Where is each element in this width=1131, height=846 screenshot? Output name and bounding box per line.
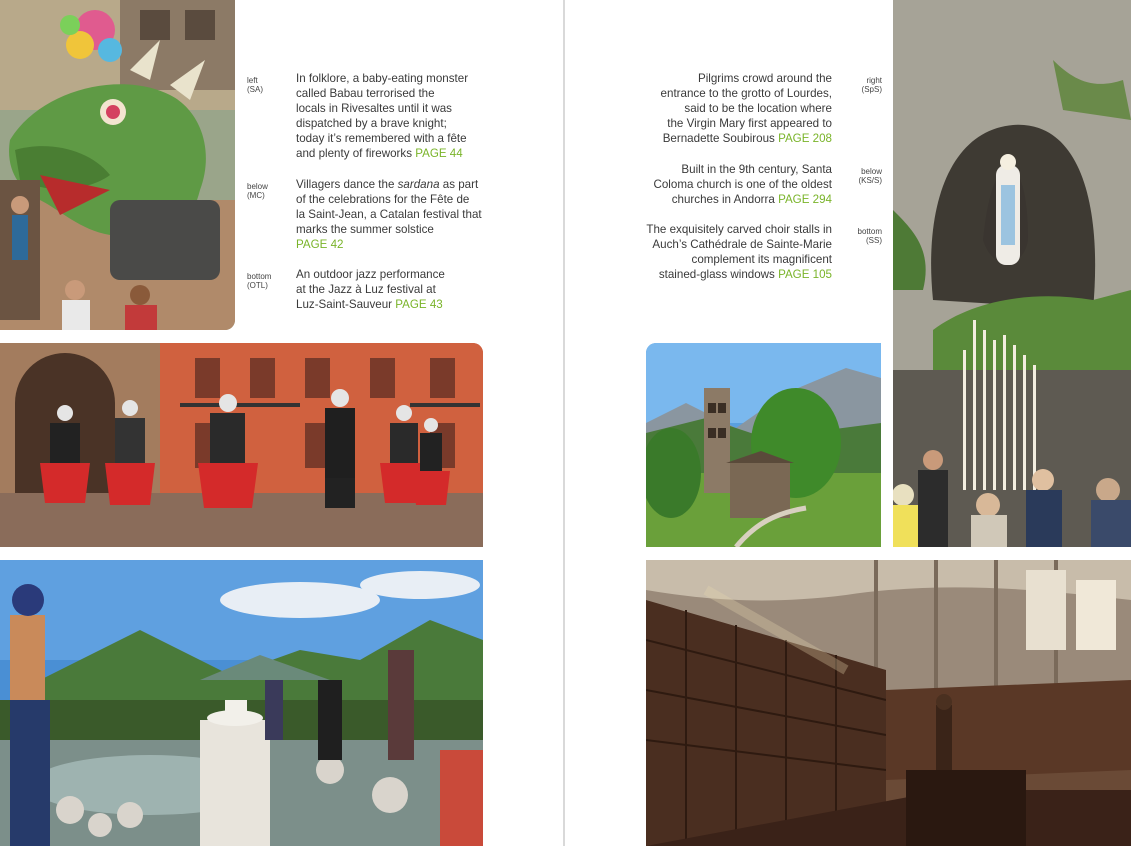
page-reference-link[interactable]: PAGE 43	[395, 298, 443, 311]
caption-line	[632, 192, 832, 207]
caption-line	[296, 146, 486, 161]
caption-line	[296, 237, 491, 252]
caption-line: entrance to the grotto of Lourdes,	[660, 87, 832, 100]
caption-line: called Babau terrorised the	[296, 87, 435, 100]
page-gutter	[563, 0, 565, 846]
caption-line-text: churches in Andorra	[671, 193, 775, 206]
caption-tag-position: left	[247, 76, 258, 85]
caption-auch	[622, 222, 832, 282]
page-reference-link[interactable]: PAGE 105	[778, 268, 832, 281]
caption-santa-coloma	[632, 162, 832, 207]
page-reference-link[interactable]: PAGE 42	[296, 238, 344, 251]
caption-tag-below	[842, 167, 882, 185]
caption-line: Built in the 9th century, Santa	[681, 163, 832, 176]
caption-line: of the celebrations for the Fête de	[296, 193, 470, 206]
caption-line-text: today it’s remembered with a fête	[296, 132, 467, 145]
caption-line: An outdoor jazz performance	[296, 268, 445, 281]
caption-line-text: Luz-Saint-Sauveur	[296, 298, 393, 311]
caption-tag-position: below	[247, 182, 268, 191]
page-reference-link[interactable]: PAGE 44	[415, 147, 463, 160]
caption-italic-term: sardana	[397, 178, 440, 191]
caption-line: Pilgrims crowd around the	[697, 72, 832, 85]
caption-tag-left	[247, 76, 263, 94]
caption-line: The exquisitely carved choir stalls in	[646, 223, 832, 236]
caption-tag-below	[247, 182, 268, 200]
caption-line: at the Jazz à Luz festival at	[296, 283, 436, 296]
caption-tag-position: bottom	[857, 227, 882, 236]
caption-tag-credit: (KS/S)	[858, 176, 882, 185]
photo-babau-dragon	[0, 0, 235, 330]
caption-line: In folklore, a baby-eating monster	[296, 72, 469, 85]
caption-tag-bottom	[842, 227, 882, 245]
caption-lourdes	[632, 71, 832, 146]
caption-line	[296, 131, 486, 146]
caption-line: said to be the location where	[684, 102, 832, 115]
caption-tag-position: below	[861, 167, 882, 176]
caption-tag-credit: (OTL)	[247, 281, 268, 290]
caption-line	[632, 131, 832, 146]
photo-lourdes-grotto	[893, 0, 1131, 547]
caption-sardana	[296, 177, 491, 252]
caption-tag-position: bottom	[247, 272, 272, 281]
caption-line: the Virgin Mary first appeared to	[667, 117, 832, 130]
caption-tag-position: right	[866, 76, 882, 85]
page-reference-link[interactable]: PAGE 294	[778, 193, 832, 206]
caption-line: marks the summer solstice	[296, 223, 434, 236]
photo-auch-choir-stalls	[646, 560, 1131, 846]
caption-jazz	[296, 267, 486, 312]
caption-babau	[296, 71, 486, 161]
caption-line-text: stained-glass windows	[658, 268, 775, 281]
photo-sardana-dance	[0, 343, 483, 547]
caption-tag-bottom	[247, 272, 271, 290]
caption-tag-credit: (SS)	[866, 236, 882, 245]
caption-line-text: and plenty of fireworks	[296, 147, 412, 160]
caption-tag-credit: (SA)	[247, 85, 263, 94]
caption-line: locals in Rivesaltes until it was	[296, 102, 452, 115]
caption-tag-right	[842, 76, 882, 94]
caption-tag-credit: (MC)	[247, 191, 265, 200]
caption-line-text: Villagers dance the	[296, 178, 398, 191]
caption-tag-credit: (SpS)	[861, 85, 882, 94]
caption-line: dispatched by a brave knight;	[296, 117, 447, 130]
caption-line-text: as part	[439, 178, 479, 191]
caption-line: Coloma church is one of the oldest	[653, 178, 832, 191]
photo-jazz-a-luz	[0, 560, 483, 846]
caption-line: Auch’s Cathédrale de Sainte-Marie	[652, 238, 832, 251]
caption-line	[622, 267, 832, 282]
caption-line: complement its magnificent	[691, 253, 832, 266]
caption-line-text: Bernadette Soubirous	[662, 132, 775, 145]
caption-line	[296, 297, 486, 312]
caption-line: la Saint-Jean, a Catalan festival that	[296, 208, 482, 221]
photo-santa-coloma	[646, 343, 881, 547]
page-reference-link[interactable]: PAGE 208	[778, 132, 832, 145]
caption-line	[296, 177, 491, 192]
